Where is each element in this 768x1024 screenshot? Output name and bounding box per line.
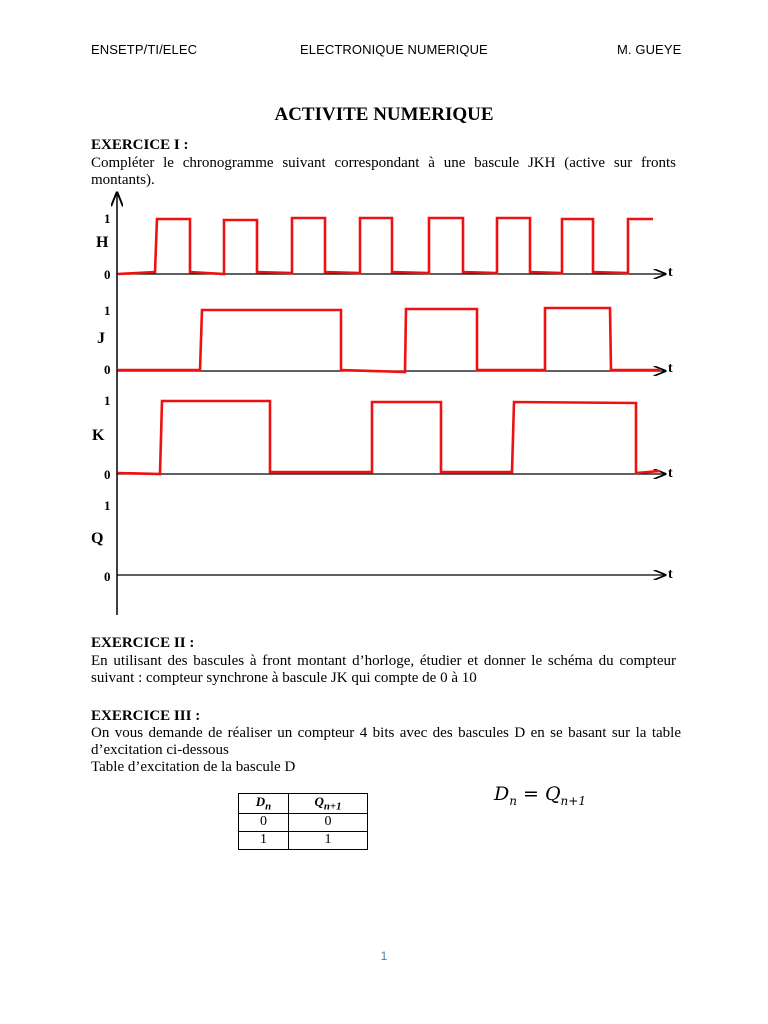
table-caption: Table d’excitation de la bascule D — [91, 759, 296, 775]
table-cell: 0 — [289, 813, 368, 831]
table-header-row — [239, 794, 368, 814]
table-cell: 0 — [239, 813, 289, 831]
table-cell: 1 — [239, 831, 289, 849]
h-time-label: t — [668, 265, 673, 280]
j-high-label: 1 — [104, 303, 111, 318]
q-signal-label: Q — [91, 530, 104, 547]
table-row — [239, 831, 368, 849]
j-low-label: 0 — [104, 362, 111, 377]
k-low-label: 0 — [104, 467, 111, 482]
j-signal-label: J — [97, 330, 105, 347]
exercise-2-title: EXERCICE II : — [91, 635, 195, 651]
h-signal-label: H — [96, 234, 109, 251]
q-high-label: 1 — [104, 498, 111, 513]
h-low-label: 0 — [104, 267, 111, 282]
q-low-label: 0 — [104, 569, 111, 584]
j-input-waveform — [118, 308, 660, 372]
d-flipflop-equation: $D_n = Q_{n+1}$ — [494, 783, 586, 808]
h-clock-waveform — [118, 218, 653, 274]
k-signal-label: K — [92, 427, 105, 444]
table-cell: 1 — [289, 831, 368, 849]
page-number: 1 — [380, 949, 388, 963]
q-time-label: t — [668, 567, 673, 582]
d-excitation-table — [238, 793, 368, 850]
exercise-2-text: En utilisant des bascules à front montant d’horloge, étudier et donner le schéma du compteur suivant : compteur synchrone à bascule JK qui compte de 0 à 10 — [91, 653, 676, 686]
exercise-3-title: EXERCICE III : — [91, 708, 201, 724]
header-left: ENSETP/TI/ELEC — [91, 42, 198, 57]
k-time-label: t — [668, 466, 673, 481]
k-high-label: 1 — [104, 393, 111, 408]
table-row — [239, 813, 368, 831]
header-right: M. GUEYE — [617, 42, 682, 57]
exercise-1-title: EXERCICE I : — [91, 137, 189, 153]
exercise-1-text: Compléter le chronogramme suivant correspondant à une bascule JKH (active sur fronts montants). — [91, 155, 676, 188]
j-time-label: t — [668, 361, 673, 376]
exercise-3-text: On vous demande de réaliser un compteur 4 bits avec des bascules D en se basant sur la table d’excitation ci-dessous — [91, 725, 681, 758]
document-title: ACTIVITE NUMERIQUE — [274, 104, 494, 125]
header-center: ELECTRONIQUE NUMERIQUE — [300, 42, 488, 57]
k-input-waveform — [118, 401, 660, 474]
h-high-label: 1 — [104, 211, 111, 226]
table-header-qn1: $Q_{n+1}$ — [289, 794, 368, 814]
table-header-dn: $D_n$ — [239, 794, 289, 814]
